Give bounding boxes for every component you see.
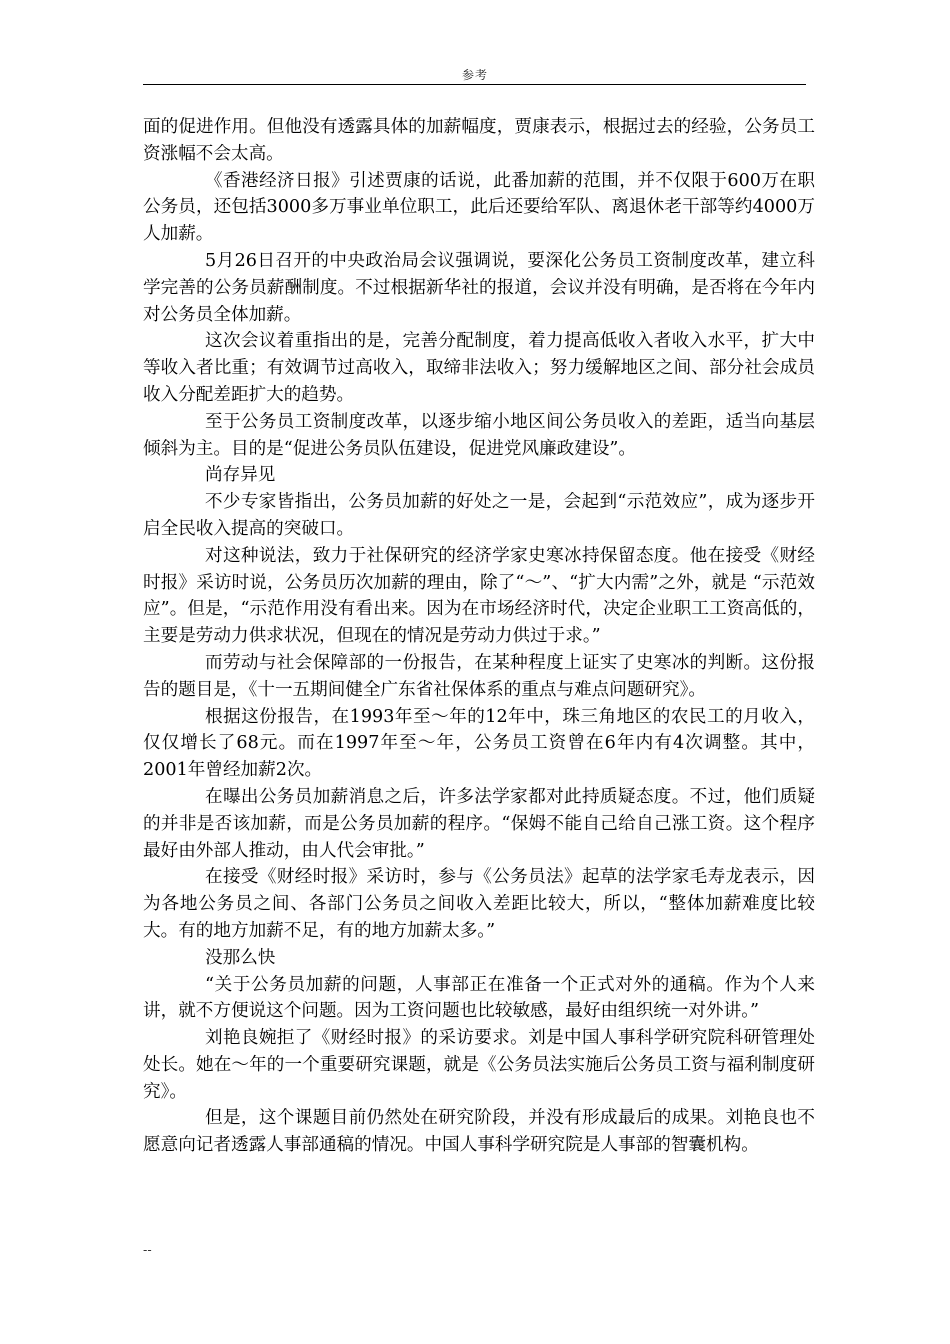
page-footer: --: [143, 1243, 152, 1257]
body-paragraph: 至于公务员工资制度改革，以逐步缩小地区间公务员收入的差距，适当向基层倾斜为主。目的是“促进公务员队伍建设，促进党风廉政建设”。: [143, 411, 815, 459]
body-paragraph: “关于公务员加薪的问题，人事部正在准备一个正式对外的通稿。作为个人来讲，就不方便说这个问题。因为工资问题也比较敏感，最好由组织统一对外讲。”: [143, 974, 815, 1022]
article-body: [143, 114, 815, 1159]
body-paragraph: 面的促进作用。但他没有透露具体的加薪幅度，贾康表示，根据过去的经验，公务员工资涨幅不会太高。: [143, 117, 815, 164]
body-paragraph: 对这种说法，致力于社保研究的经济学家史寒冰持保留态度。他在接受《财经时报》采访时说，公务员历次加薪的理由，除了“～”、“扩大内需”之外，就是 “示范效应”。但是，“示范作用没有看出来。因为在市场经济时代，决定企业职工工资高低的，主要是劳动力供求状况，但现在的情况是劳动力供过于求。”: [143, 545, 815, 647]
body-paragraph: 《香港经济日报》引述贾康的话说，此番加薪的范围，并不仅限于600万在职公务员，还包括3000多万事业单位职工，此后还要给军队、离退休老干部等约4000万人加薪。: [143, 170, 815, 245]
body-paragraph: 刘艳良婉拒了《财经时报》的采访要求。刘是中国人事科学研究院科研管理处处长。她在～年的一个重要研究课题，就是《公务员法实施后公务员工资与福利制度研究》。: [143, 1028, 815, 1102]
body-paragraph: 5月26日召开的中央政治局会议强调说，要深化公务员工资制度改革，建立科学完善的公务员薪酬制度。不过根据新华社的报道，会议并没有明确，是否将在今年内对公务员全体加薪。: [143, 250, 815, 325]
body-paragraph: 尚存异见: [205, 465, 276, 486]
body-paragraph: 而劳动与社会保障部的一份报告，在某种程度上证实了史寒冰的判断。这份报告的题目是，《十一五期间健全广东省社保体系的重点与难点问题研究》。: [143, 652, 815, 700]
header-divider: [143, 84, 806, 85]
body-paragraph: 在接受《财经时报》采访时，参与《公务员法》起草的法学家毛寿龙表示，因为各地公务员之间、各部门公务员之间收入差距比较大，所以，“整体加薪难度比较大。有的地方加薪不足，有的地方加薪太多。”: [143, 867, 815, 941]
body-paragraph: 这次会议着重指出的是，完善分配制度，着力提高低收入者收入水平，扩大中等收入者比重；有效调节过高收入，取缔非法收入；努力缓解地区之间、部分社会成员收入分配差距扩大的趋势。: [143, 331, 815, 405]
body-paragraph: 但是，这个课题目前仍然处在研究阶段，并没有形成最后的成果。刘艳良也不愿意向记者透露人事部通稿的情况。中国人事科学研究院是人事部的智囊机构。: [143, 1108, 815, 1156]
body-paragraph: 没那么快: [205, 947, 276, 968]
body-paragraph: 根据这份报告，在1993年至～年的12年中，珠三角地区的农民工的月收入，仅仅增长了68元。而在1997年至～年，公务员工资曾在6年内有4次调整。其中，2001年曾经加薪2次。: [143, 706, 815, 781]
body-paragraph: 不少专家皆指出，公务员加薪的好处之一是，会起到“示范效应”，成为逐步开启全民收入提高的突破口。: [143, 492, 815, 539]
body-paragraph: 在曝出公务员加薪消息之后，许多法学家都对此持质疑态度。不过，他们质疑的并非是否该加薪，而是公务员加薪的程序。“保姆不能自己给自己涨工资。这个程序最好由外部人推动，由人代会审批。”: [143, 786, 815, 861]
page-header: 参考: [461, 68, 488, 82]
